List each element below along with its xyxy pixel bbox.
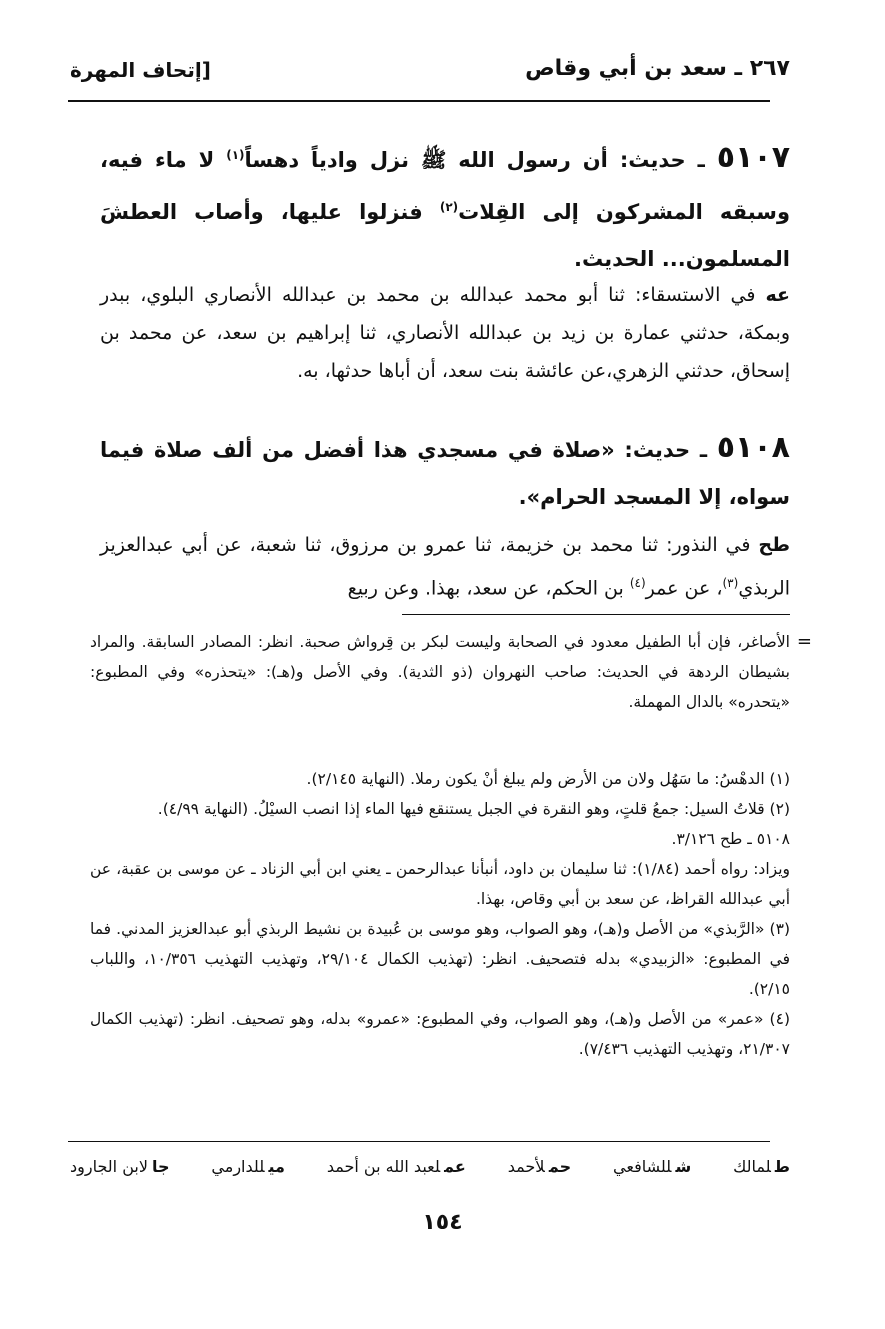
abbreviation-item [733,1157,790,1176]
header-rule [68,100,770,102]
abbreviation-code: ط [774,1157,790,1176]
footnote-ref: (٢) [439,200,459,214]
hadith-intro: ـ حديث: [614,438,717,462]
footnote-continuation [90,627,812,717]
abbreviation-item [327,1157,466,1176]
abbreviation-code: عم [444,1157,466,1176]
abbreviation-item [211,1157,285,1176]
abbreviation-name: للشافعي [613,1157,672,1176]
abbreviation-item [613,1157,691,1176]
isnad-text: بن الحكم، عن سعد، بهذا. وعن ربيع [347,577,630,600]
footnote-ref: (٣) [722,576,739,590]
abbreviation-name: للدارمي [211,1157,265,1176]
hadith-number: ٥١٠٧ [716,140,791,175]
hadith-text-part: أن رسول الله ﷺ نزل وادياً دهساً [244,148,608,172]
hadith-text-part: لا ماء فيه، وسبقه المشركون إلى القِلات [100,148,790,224]
abbreviation-code: ش [675,1157,692,1176]
abbreviation-code: حم [548,1157,572,1176]
source-symbol: عه [765,284,790,306]
abbreviation-name: لابن الجارود [70,1157,148,1176]
isnad-text: ، عن عمر [645,577,723,600]
footnote-item: ٥١٠٨ ـ طح ٣/١٢٦. [671,830,790,848]
footnote-item: (٣) «الرَّبذي» من الأصل و(هـ)، وهو الصواب، وهو موسى بن عُبيدة بن نشيط الربذي أبو عبدالعزيز المدني. فما في المطبوع: «الزبيدي» بدله فتصحيف. انظر: (تهذيب الكمال ٢٩/١٠٤، وتهذيب التهذيب ١٠/٣٥٦، واللباب ٢/١٥). [90,920,790,998]
hadith-number: ٥١٠٨ [716,430,790,465]
abbreviations-rule [68,1141,770,1142]
footnote-separator [402,614,790,615]
chapter-header: ٢٦٧ ـ سعد بن أبي وقاص [525,56,790,81]
abbreviation-code: مي [268,1157,285,1176]
book-title-header: [إتحاف المهرة [70,58,211,82]
hadith-5107 [100,132,790,283]
abbreviations-legend [70,1157,790,1176]
isnad-text: في الاستسقاء: ثنا أبو محمد عبدالله بن محمد بن عبدالله الأنصاري البلوي، ببدر وبمكة، حدثني عمارة بن زيد بن عبدالله الأنصاري، ثنا إبراهيم بن سعد، عن محمد بن إسحاق، حدثني الزهري،عن عائشة بنت سعد، أن أباها حدثها، به. [100,284,790,382]
abbreviation-name: لمالك [733,1157,771,1176]
hadith-intro: ـ حديث: [607,148,717,172]
abbreviation-name: لعبد الله بن أحمد [326,1157,441,1176]
hadith-5108 [100,424,790,521]
footnote-item: ويزاد: رواه أحمد (١/٨٤): ثنا سليمان بن داود، أنبأنا عبدالرحمن ـ يعني ابن أبي الزناد ـ عن موسى بن عقبة، عن أبي عبدالله القراظ، عن سعد بن أبي وقاص، بهذا. [90,860,790,908]
footnote-item: (٢) قلاتُ السيل: جمعُ قلتٍ، وهو النقرة في الجبل يستنقع فيها الماء إذا انصب السيْلُ. (النهاية ٤/٩٩). [157,800,790,818]
abbreviation-code: جا [151,1157,170,1176]
footnote-item: (١) الدهْسُ: ما سَهُل ولان من الأرض ولم يبلغ أنْ يكون رملا. (النهاية ٢/١٤٥). [306,770,790,788]
abbreviation-item [70,1157,170,1176]
continuation-marker: = [796,631,812,652]
footnote-list [90,764,790,1064]
isnad-text: في النذور: ثنا محمد بن خزيمة، ثنا عمرو بن مرزوق، ثنا شعبة، عن أبي عبدالعزيز الربذي [100,534,790,600]
isnad-5108 [100,526,790,607]
abbreviation-item [508,1157,571,1176]
source-symbol: طح [758,534,790,556]
footnote-ref: (٤) [629,576,646,590]
hadith-text-part: «صلاة في مسجدي هذا أفضل من ألف صلاة فيما سواه، إلا المسجد الحرام». [100,438,790,509]
footnote-ref: (١) [226,148,245,162]
footnote-text: الأصاغر، فإن أبا الطفيل معدود في الصحابة وليست لبكر بن قِرواش صحبة. انظر: المصادر السابقة. والمراد بشيطان الردهة في الحديث: صاحب النهروان (ذو الثدية). وفي الأصل و(هـ): «يتحذره» وفي المطبوع: «يتحدره» بالدال المهملة. [90,633,790,711]
isnad-5107 [100,276,790,390]
footnote-item: (٤) «عمر» من الأصل و(هـ)، وهو الصواب، وفي المطبوع: «عمرو» بدله، وهو تصحيف. انظر: (تهذيب الكمال ٢١/٣٠٧، وتهذيب التهذيب ٧/٤٣٦). [90,1010,790,1058]
abbreviation-name: لأحمد [507,1157,545,1176]
hadith-text-part: فنزلوا عليها، وأصاب العطشَ المسلمون... الحديث. [100,200,790,271]
page-number: ١٥٤ [422,1210,463,1235]
